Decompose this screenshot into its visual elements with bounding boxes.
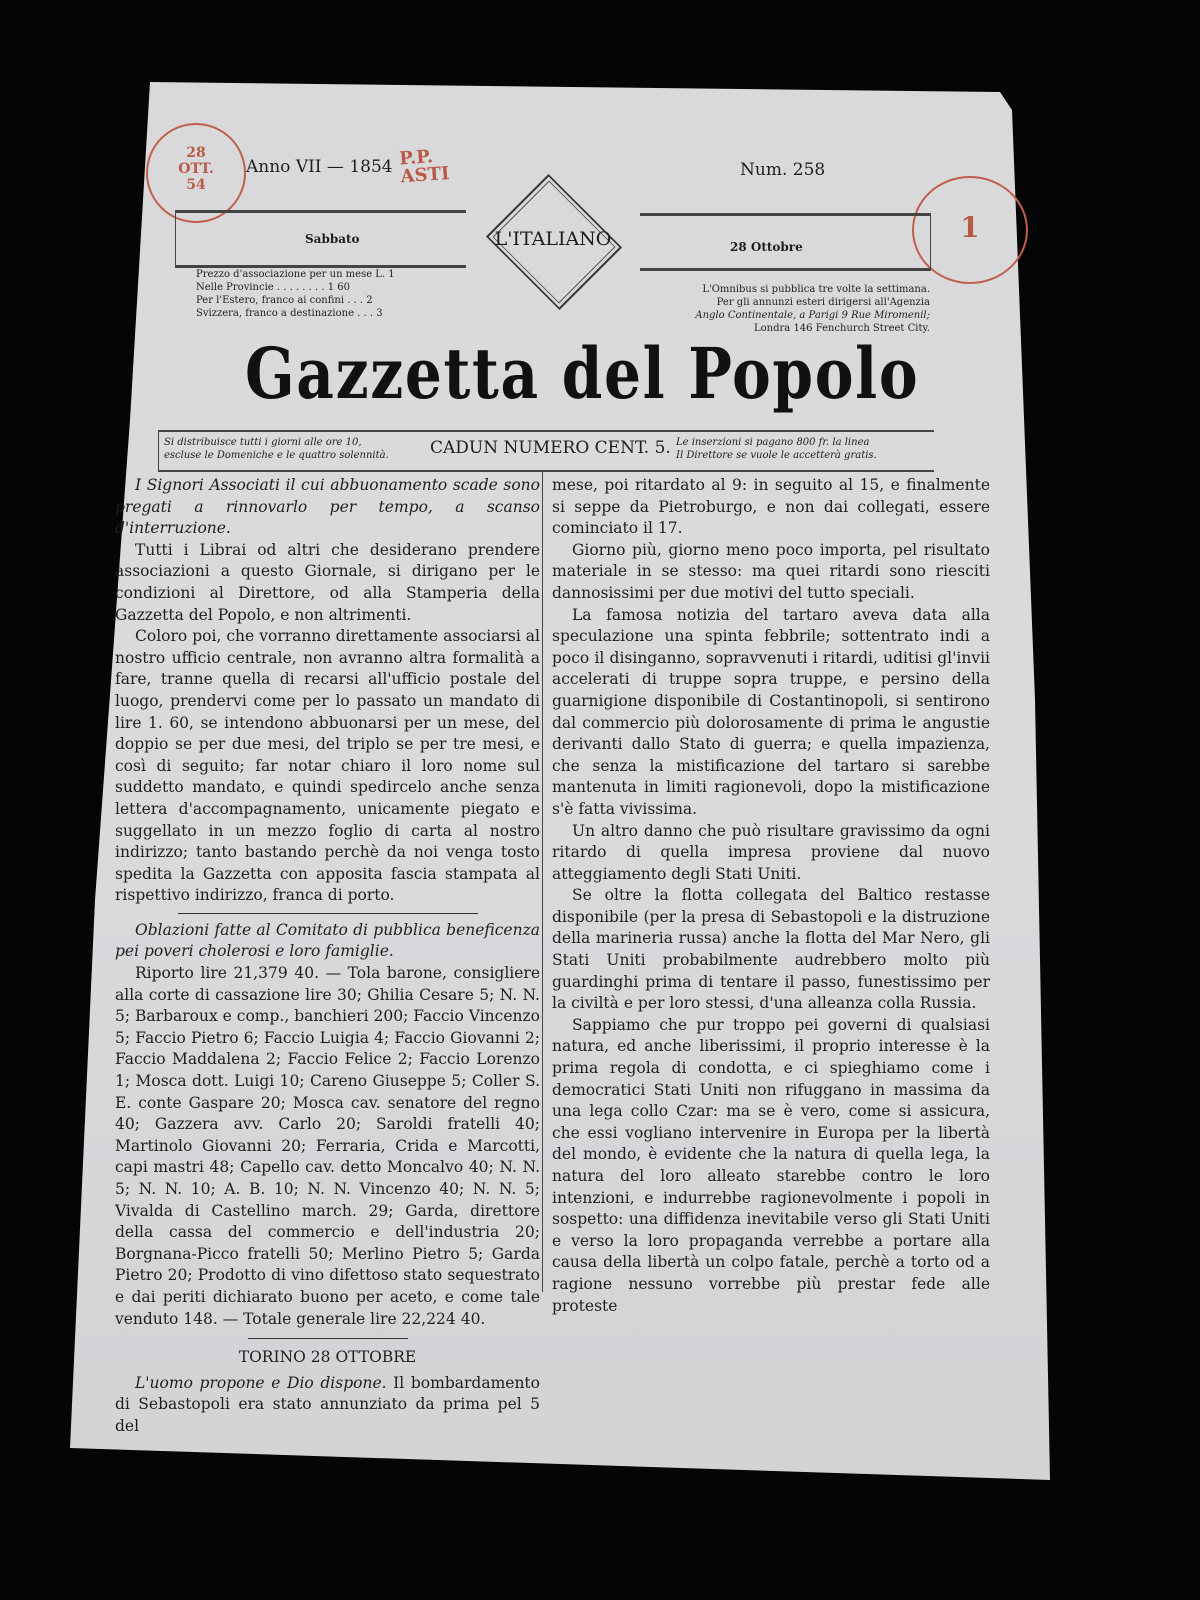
postmark-month: OTT. bbox=[178, 161, 214, 177]
subbar-left bbox=[164, 436, 414, 462]
paragraph: Se oltre la flotta collegata del Baltico restasse disponibile (per la presa di Sebastopoli e la distruzione della marineria russa) anche la flotta del Mar Nero, gli Stati Uniti probabilmente audrebbero molto più guardinghi prima di tentare il passo, funestissimo per la civiltà e per loro stessi, d'una alleanza colla Russia. bbox=[552, 886, 990, 1013]
section-title: TORINO 28 OTTOBRE bbox=[238, 1348, 417, 1367]
paragraph: Giorno più, giorno meno poco importa, pel risultato materiale in se stesso: ma quei ritardi sono riesciti dannosissimi per due motivi del tutto speciali. bbox=[552, 540, 990, 602]
day-label: Sabbato bbox=[305, 232, 360, 246]
section-lead: L'uomo propone e Dio dispone. bbox=[135, 1373, 387, 1392]
subscription-prices bbox=[196, 268, 426, 320]
notice-line: L'Omnibus si pubblica tre volte la settimana. bbox=[702, 284, 930, 295]
column-divider bbox=[542, 472, 543, 1292]
postmark-pp-asti: P.P. ASTI bbox=[398, 146, 451, 188]
left-column bbox=[115, 475, 540, 1438]
subbar-line: Il Direttore se vuole le accetterà gratis. bbox=[676, 450, 877, 461]
paragraph: Coloro poi, che vorranno direttamente associarsi al nostro ufficio centrale, non avranno altra formalità a fare, tranne quella di recarsi all'ufficio postale del luogo, prendervi come per lo passato un mandato di lire 1. 60, se intendono abbuonarsi per un mese, del doppio se per due mesi, del triplo se per tre mesi, e così di seguito; far notar chiaro il loro nome sul suddetto mandato, e quindi spedircelo anche senza lettera d'accompagnamento, unicamente piegato e suggellato in un mezzo foglio di carta al nostro indirizzo; tanto bastando perchè da noi venga tosto spedita la Gazzetta con apposita fascia stampata al rispettivo indirizzo, franca di porto. bbox=[115, 627, 540, 905]
paragraph: mese, poi ritardato al 9: in seguito al 15, e finalmente si seppe da Pietroburgo, e non dai collegati, essere cominciato il 17. bbox=[552, 476, 990, 538]
postmark-day: 28 bbox=[186, 145, 206, 161]
right-column bbox=[552, 475, 990, 1317]
postmark-right-text: 1 bbox=[960, 211, 980, 244]
notice-line: Per gli annunzi esteri dirigersi all'Agenzia bbox=[716, 297, 930, 308]
paragraph: Tutti i Librai od altri che desiderano prendere associazioni a questo Giornale, si dirigano per le condizioni al Direttore, od alla Stamperia della Gazzetta del Popolo, e non altrimenti. bbox=[115, 540, 540, 624]
anno-label: Anno VII — 1854 bbox=[246, 157, 393, 177]
price-line: Svizzera, franco a destinazione . . . 3 bbox=[196, 308, 383, 319]
section-rule bbox=[248, 1338, 408, 1339]
subbar-right bbox=[676, 436, 936, 462]
price-line: Per l'Estero, franco ai confini . . . 2 bbox=[196, 295, 373, 306]
paragraph: Un altro danno che può risultare gravissimo da ogni ritardo di quella impresa proviene dal nuovo atteggiamento degli Stati Uniti. bbox=[552, 821, 990, 883]
price-per-issue: CADUN NUMERO CENT. 5. bbox=[430, 438, 671, 458]
paragraph: La famosa notizia del tartaro aveva data alla speculazione una spinta febbrile; sottentrato indi a poco il disinganno, sopravvenuti i ritardi, uditisi gl'invii accelerati di truppe sopra truppe, e persino della guarnigione disponibile di Costantinopoli, si sentirono dal commercio più dolorosamente di prima le angustie derivanti dallo Stato di guerra; e quella impazienza, che senza la mistificazione del tartaro si sarebbe mantenuta in limiti ragionevoli, dopo la mistificazione s'è fatta vivissima. bbox=[552, 605, 990, 818]
oblazioni-list: Riporto lire 21,379 40. — Tola barone, consigliere alla corte di cassazione lire 30; Ghilia Cesare 5; N. N. 5; Barbaroux e comp., banchieri 200; Faccio Vincenzo 5; Faccio Pietro 6; Faccio Luigia 4; Faccio Giovanni 2; Faccio Maddalena 2; Faccio Felice 2; Faccio Lorenzo 1; Mosca dott. Luigi 10; Careno Giuseppe 5; Coller S. E. conte Gaspare 20; Mosca cav. senatore del regno 40; Gazzera avv. Carlo 20; Saroldi fratelli 40; Martinolo Giovanni 20; Ferraria, Crida e Marcotti, capi mastri 48; Capello cav. detto Moncalvo 40; N. N. 5; N. N. 10; A. B. 10; N. N. Vincenzo 40; N. N. 5; Vivalda di Castellino march. 29; Garda, direttore della cassa del commercio e dell'industria 20; Borgnana-Picco fratelli 50; Merlino Pietro 5; Garda Pietro 20; Prodotto di vino difettoso stato sequestrato e dai periti dichiarato buono per aceto, e come tale venduto 148. — Totale generale lire 22,224 40. bbox=[115, 964, 540, 1328]
paragraph: Sappiamo che pur troppo pei governi di qualsiasi natura, ed anche liberissimi, il proprio interesse è la prima regola di condotta, e ci spieghiamo come i democratici Stati Uniti non rifuggano in massima da una lega collo Czar: ma se è vero, come si assicura, che essi vogliano intervenire in Europa per la libertà del mondo, è evidente che la natura di quella lega, la natura del loro alleato starebbe contro le loro intenzioni, e indurrebbe ragionevolmente i popoli in sospetto: una diffidenza inevitabile verso gli Stati Uniti e verso la loro propaganda verrebbe a portare alla causa della libertà un colpo fatale, perchè a torto od a ragione nessuno vorrebbe più prestar fede alle proteste bbox=[552, 1015, 990, 1315]
paragraph: I Signori Associati il cui abbuonamento scade sono pregati a rinnovarlo per tempo, a scanso d'interruzione. bbox=[115, 476, 540, 538]
number-label: Num. 258 bbox=[740, 160, 826, 180]
postmark-left bbox=[146, 123, 246, 223]
notice-line: Anglo Continentale, a Parigi 9 Rue Miromenil; bbox=[695, 310, 930, 321]
price-line: Nelle Provincie . . . . . . . . 1 60 bbox=[196, 282, 350, 293]
newspaper-title: Gazzetta del Popolo bbox=[245, 332, 920, 415]
subbar-line: escluse le Domeniche e le quattro solennità. bbox=[164, 450, 389, 461]
subbar-line: Si distribuisce tutti i giorni alle ore 10, bbox=[164, 437, 362, 448]
price-line: Prezzo d'associazione per un mese L. 1 bbox=[196, 269, 395, 280]
notice-line: Londra 146 Fenchurch Street City. bbox=[754, 323, 930, 334]
section-rule bbox=[178, 913, 478, 914]
oblazioni-title: Oblazioni fatte al Comitato di pubblica beneficenza pei poveri cholerosi e loro famiglie. bbox=[115, 920, 540, 961]
section-text: Il bombardamento di Sebastopoli era stato annunziato da prima pel 5 del bbox=[115, 1373, 540, 1435]
subbar-line: Le inserzioni si pagano 800 fr. la linea bbox=[676, 437, 870, 448]
emblem-label: L'ITALIANO bbox=[494, 228, 612, 250]
date-label: 28 Ottobre bbox=[730, 240, 803, 254]
postmark-year: 54 bbox=[186, 177, 206, 193]
omnibus-notice bbox=[660, 283, 930, 335]
